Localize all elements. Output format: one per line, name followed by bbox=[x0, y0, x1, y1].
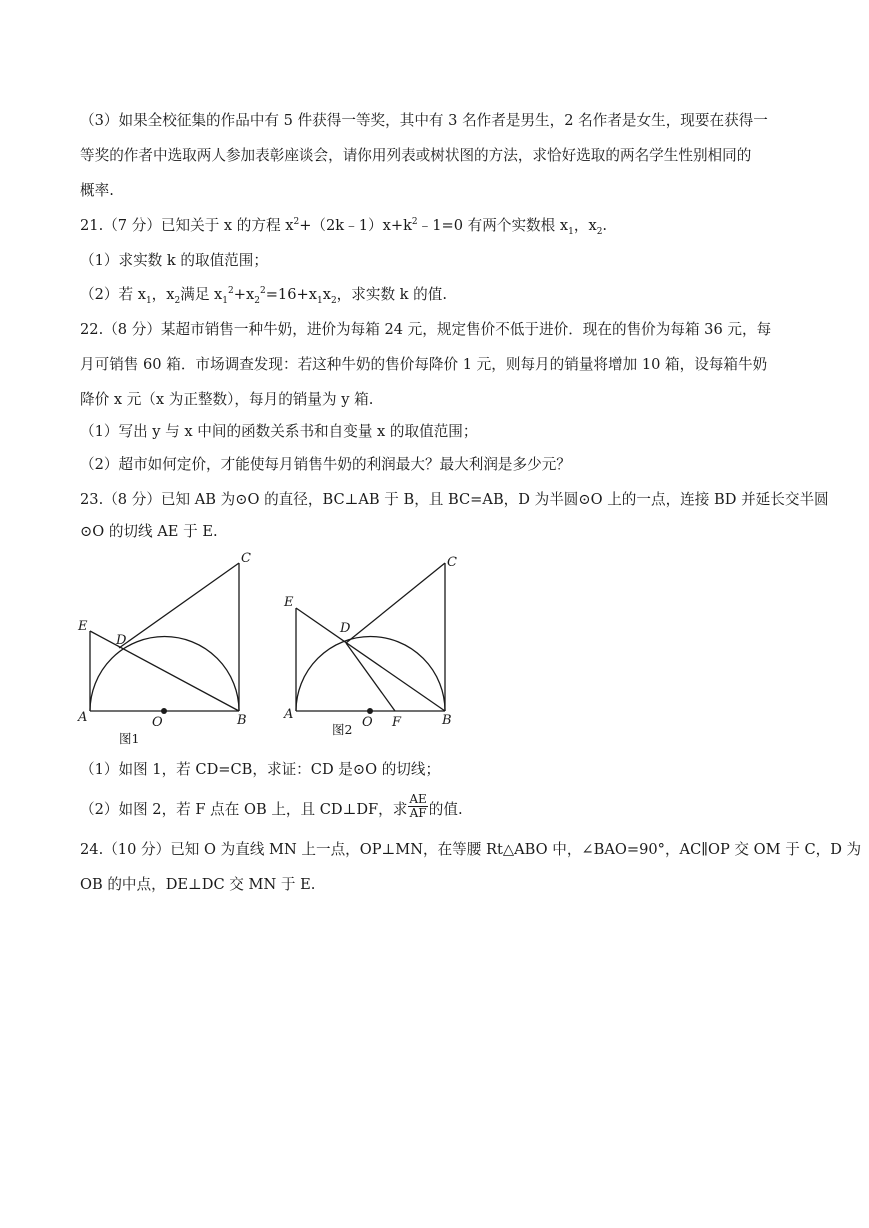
label-b: B bbox=[442, 713, 452, 728]
figure-1-caption: 图1 bbox=[119, 731, 140, 746]
q21-sup: 2 bbox=[411, 217, 418, 228]
q21-sub: 2 bbox=[596, 226, 603, 237]
q22-part1: （1）写出 y 与 x 中间的函数关系书和自变量 x 的取值范围； bbox=[80, 423, 478, 440]
label-c: C bbox=[447, 555, 457, 570]
q24-line-2: OB 的中点，DE⊥DC 交 MN 于 E. bbox=[80, 876, 316, 893]
segment-ed-b bbox=[90, 631, 239, 711]
segment-df bbox=[346, 643, 395, 711]
label-d: D bbox=[116, 633, 127, 648]
q21-sub: 1 bbox=[145, 295, 152, 306]
q21-sub: 2 bbox=[330, 295, 337, 306]
q21-part2-g: ，求实数 k 的值. bbox=[336, 286, 447, 303]
label-f: F bbox=[392, 715, 402, 730]
q21-stem-mid1: +（2k﹣1）x+k bbox=[299, 217, 412, 234]
q20-part3-line-1: （3）如果全校征集的作品中有 5 件获得一等奖，其中有 3 名作者是男生，2 名作者是女生，现要在获得一 bbox=[80, 112, 768, 129]
semicircle-o bbox=[90, 637, 239, 712]
fraction-denominator: AF bbox=[409, 805, 427, 820]
label-e: E bbox=[78, 619, 88, 634]
q21-sub: 1 bbox=[316, 295, 323, 306]
q21-sup: 2 bbox=[228, 286, 234, 297]
label-e: E bbox=[284, 595, 294, 610]
q23-part1: （1）如图 1，若 CD=CB，求证：CD 是⊙O 的切线； bbox=[80, 761, 441, 778]
q21-stem-mid2: ﹣1=0 有两个实数根 x bbox=[417, 217, 569, 234]
q23-line-1: 23.（8 分）已知 AB 为⊙O 的直径，BC⊥AB 于 B，且 BC=AB，D 为半圆⊙O 上的一点，连接 BD 并延长交半圆 bbox=[80, 491, 829, 508]
q21-part2-f: x bbox=[322, 286, 331, 303]
q21-stem bbox=[80, 216, 791, 236]
q21-sub: 1 bbox=[222, 295, 229, 306]
q21-stem-end: . bbox=[602, 217, 608, 234]
q21-part1: （1）求实数 k 的取值范围； bbox=[80, 252, 268, 269]
q21-sup: 2 bbox=[259, 286, 266, 297]
q22-part2: （2）超市如何定价，才能使每月销售牛奶的利润最大？最大利润是多少元？ bbox=[80, 456, 571, 473]
label-d: D bbox=[340, 621, 351, 636]
q23-part2-pre: （2）如图 2，若 F 点在 OB 上，且 CD⊥DF，求 bbox=[80, 801, 408, 818]
q20-part3-line-2: 等奖的作者中选取两人参加表彰座谈会，请你用列表或树状图的方法，求恰好选取的两名学生性别相同的 bbox=[80, 147, 752, 164]
fraction-ae-over-af bbox=[408, 793, 427, 820]
q22-line-2: 月可销售 60 箱．市场调查发现：若这种牛奶的售价每降价 1 元，则每月的销量将增加 10 箱，设每箱牛奶 bbox=[80, 356, 768, 373]
figure-2 bbox=[280, 548, 470, 748]
q22-line-3: 降价 x 元（x 为正整数），每月的销量为 y 箱. bbox=[80, 391, 374, 408]
fraction-numerator: AE bbox=[409, 791, 427, 806]
q21-sub: 2 bbox=[254, 295, 260, 306]
semicircle-o bbox=[296, 637, 445, 712]
q21-sup: 2 bbox=[293, 217, 300, 228]
segment-cd bbox=[346, 563, 445, 643]
q21-part2-e: =16+x bbox=[265, 286, 317, 303]
q21-stem-mid3: ，x bbox=[573, 217, 597, 234]
figure-1 bbox=[74, 548, 264, 748]
figure-2-caption: 图2 bbox=[332, 722, 353, 737]
q21-part2 bbox=[80, 285, 791, 305]
q21-part2-b: ，x bbox=[151, 286, 175, 303]
label-a: A bbox=[284, 707, 294, 722]
q21-part2-a: （2）若 x bbox=[80, 286, 146, 303]
label-o: O bbox=[152, 715, 163, 730]
label-b: B bbox=[237, 713, 247, 728]
q21-part2-c: 满足 x bbox=[180, 286, 223, 303]
label-o: O bbox=[362, 715, 373, 730]
q21-stem-pre: 21.（7 分）已知关于 x 的方程 x bbox=[80, 217, 294, 234]
q21-sub: 2 bbox=[174, 295, 181, 306]
label-c: C bbox=[241, 551, 251, 566]
q23-part2-post: 的值. bbox=[428, 801, 463, 818]
q22-line-1: 22.（8 分）某超市销售一种牛奶，进价为每箱 24 元，规定售价不低于进价．现在的售价为每箱 36 元，每 bbox=[80, 321, 772, 338]
q21-sub: 1 bbox=[568, 226, 574, 237]
label-a: A bbox=[78, 710, 88, 725]
q23-line-2: ⊙O 的切线 AE 于 E. bbox=[80, 523, 218, 540]
center-o-dot bbox=[161, 708, 167, 714]
q21-part2-d: +x bbox=[233, 286, 255, 303]
q24-line-1: 24.（10 分）已知 O 为直线 MN 上一点，OP⊥MN，在等腰 Rt△ABO 中，∠BAO=90°，AC∥OP 交 OM 于 C，D 为 bbox=[80, 841, 862, 858]
q23-part2 bbox=[80, 791, 791, 820]
center-o-dot bbox=[367, 708, 373, 714]
segment-cd bbox=[119, 563, 239, 648]
q20-part3-line-3: 概率. bbox=[80, 182, 114, 199]
